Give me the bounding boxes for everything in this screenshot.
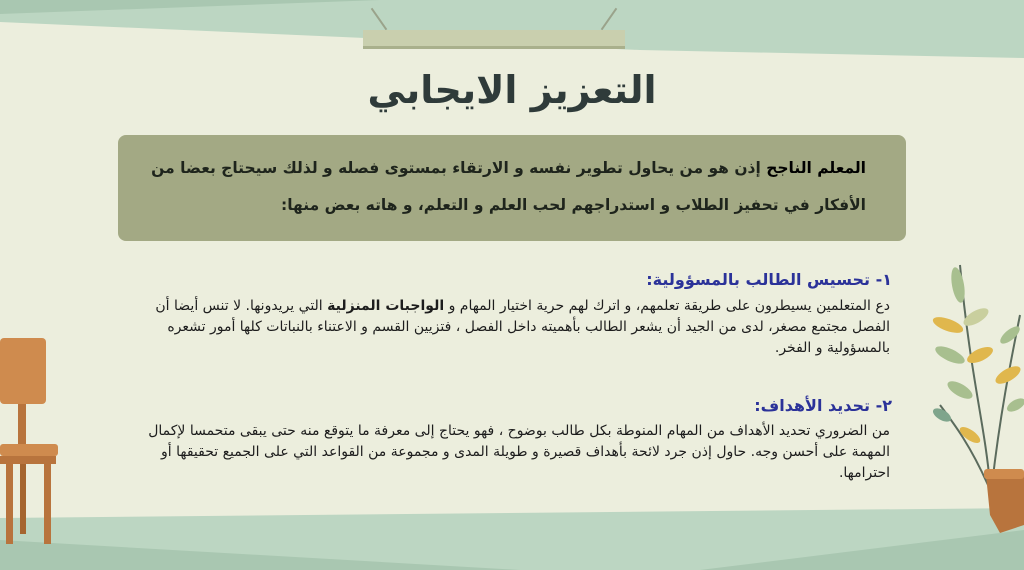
section-2-title: ٢- تحديد الأهداف:: [754, 396, 892, 415]
section-1-body: [130, 296, 890, 359]
section-1-body-bold: الواجبات المنزلية: [327, 298, 445, 314]
intro-lead: المعلم الناجح: [766, 159, 866, 177]
slide-title: التعزيز الايجابي: [367, 68, 657, 112]
section-1-body-part2: التي يريدونها. لا تنس أيضا أن الفصل مجتمع مصغر، لدى من الجيد أن يشعر الطالب بأهميته داخل الفصل ، فتزيين القسم و الاعتناء بالنباتات كلها أمور تشعره بالمسؤولية و الفخر.: [155, 298, 890, 356]
section-2-body: من الضروري تحديد الأهداف من المهام المنوطة بكل طالب بوضوح ، فهو يحتاج إلى معرفة ما يتوقع منه حتى يبقى متحمسا لإكمال المهمة على أحسن وجه. حاول إذن جرد لائحة بأهداف قصيرة و طويلة المدى و مجموعة من القواعد التي على الجميع تحقيقها أو احترامها.: [148, 423, 890, 481]
intro-rest: إذن هو من يحاول تطوير نفسه و الارتقاء بمستوى فصله و لذلك سيحتاج بعضا من الأفكار في تحفيز الطلاب و استدراجهم لحب العلم و التعلم، و هاته بعض منها:: [151, 159, 866, 214]
section-1-body-part1: دع المتعلمين يسيطرون على طريقة تعلمهم، و اترك لهم حرية اختيار المهام و: [444, 298, 890, 314]
bottom-decor-band: [0, 500, 1024, 570]
intro-text: [150, 150, 866, 224]
section-1-title: ١- تحسيس الطالب بالمسؤولية:: [646, 270, 892, 289]
chair-illustration: [0, 338, 70, 548]
plant-illustration: [930, 255, 1024, 540]
hanging-lamp: [363, 30, 625, 49]
